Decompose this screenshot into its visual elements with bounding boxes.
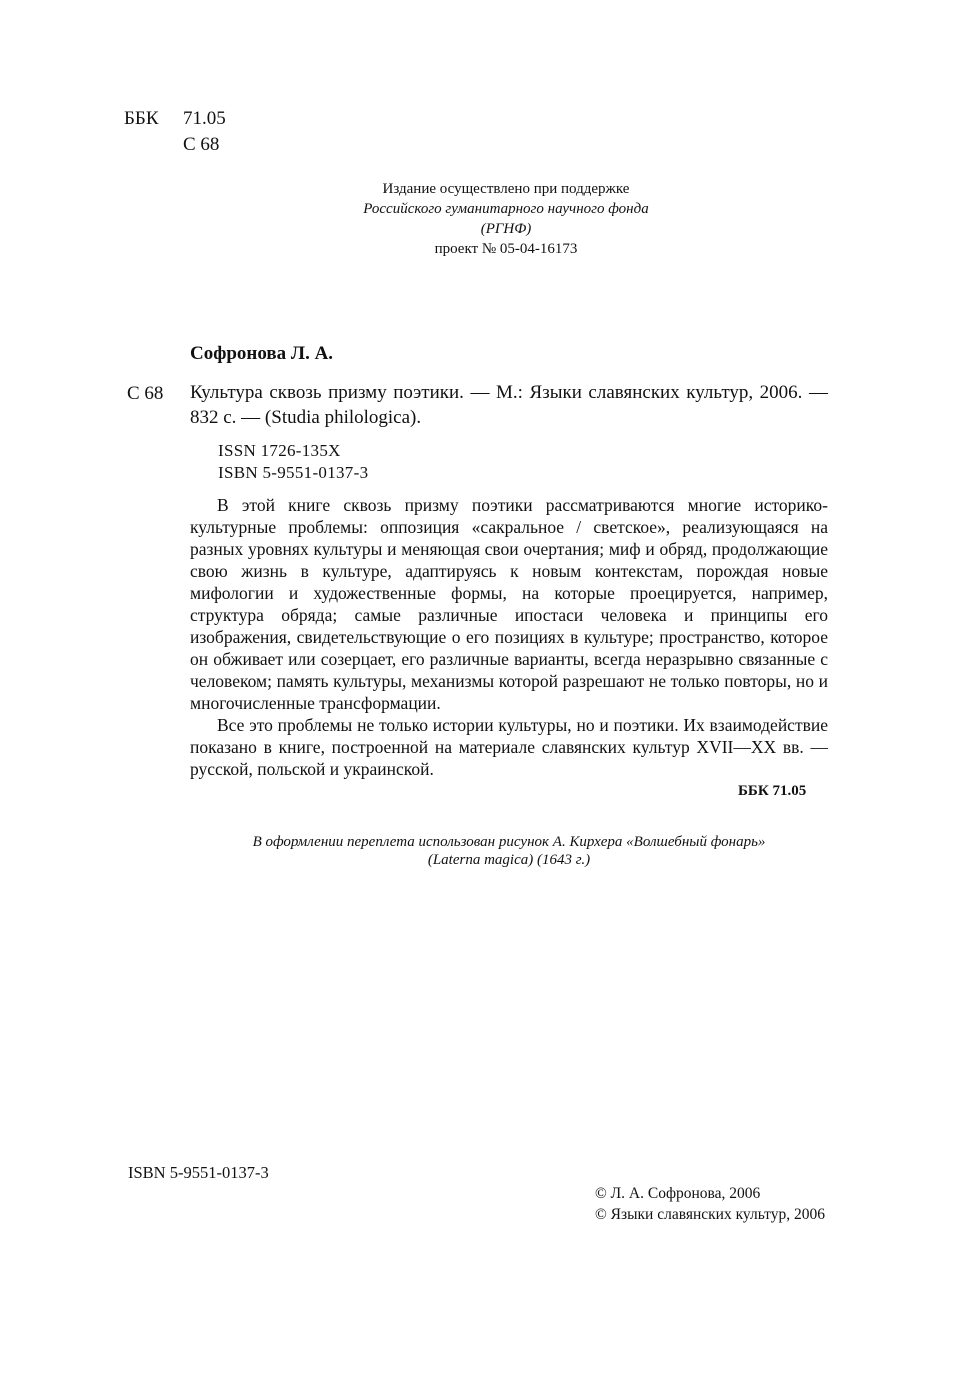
bbk-code: 71.05: [183, 108, 226, 129]
cover-note-line-2: (Laterna magica) (1643 г.): [427, 852, 591, 868]
author-mark: С 68: [183, 134, 220, 155]
bibliographic-entry: Культура сквозь призму поэтики. — М.: Языки славянских культур, 2006. — 832 с. — (Studia philologica).: [190, 382, 828, 428]
abstract: [190, 494, 828, 780]
author-code: С 68: [127, 383, 164, 404]
copyright-line-1: © Л. А. Софронова, 2006: [595, 1185, 761, 1202]
abstract-paragraph-2: Все это проблемы не только истории культуры, но и поэтики. Их взаимодействие показано в книге, построенной на материале славянских культур XVII—XX вв. — русской, польской и украинской.: [190, 715, 828, 779]
support-line-1: Издание осуществлено при поддержке: [382, 181, 630, 197]
isbn-bottom: ISBN 5-9551-0137-3: [128, 1163, 269, 1182]
support-note: [280, 179, 732, 259]
support-line-2: Российского гуманитарного научного фонда: [363, 201, 649, 217]
support-line-3: (РГНФ): [480, 221, 532, 237]
bbk-block: [124, 106, 226, 158]
author-name: Софронова Л. А.: [190, 343, 334, 364]
support-line-4: проект № 05-04-16173: [434, 241, 578, 257]
isbn: ISBN 5-9551-0137-3: [218, 463, 369, 482]
cover-note-line-1: В оформлении переплета использован рисунок А. Кирхера «Волшебный фонарь»: [252, 834, 766, 850]
bbk-right: ББК 71.05: [738, 783, 807, 799]
copyright-line-2: © Языки славянских культур, 2006: [595, 1206, 826, 1223]
cover-note: [220, 833, 798, 869]
copyright: [595, 1183, 825, 1225]
issn: ISSN 1726-135X: [218, 441, 341, 460]
bbk-label: ББК: [124, 108, 159, 129]
identifiers: [218, 440, 368, 484]
abstract-paragraph-1: В этой книге сквозь призму поэтики рассматриваются многие историко-культурные проблемы: оппозиция «сакральное / светское», реализующаяся на разных уровнях культуры и меняющая свои очертания; миф и обряд, продолжающие свою жизнь в культуре, адаптируясь к новым контекстам, порождая новые мифологии и художественные формы, на которые проецируется, например, структура обряда; самые различные ипостаси человека и принципы его изображения, свидетельствующие о его позициях в культуре; пространство, которое он обживает или созерцает, его различные варианты, всегда неразрывно связанные с человеком; память культуры, механизмы которой разрешают не только повторы, но и многочисленные трансформации.: [190, 495, 828, 713]
